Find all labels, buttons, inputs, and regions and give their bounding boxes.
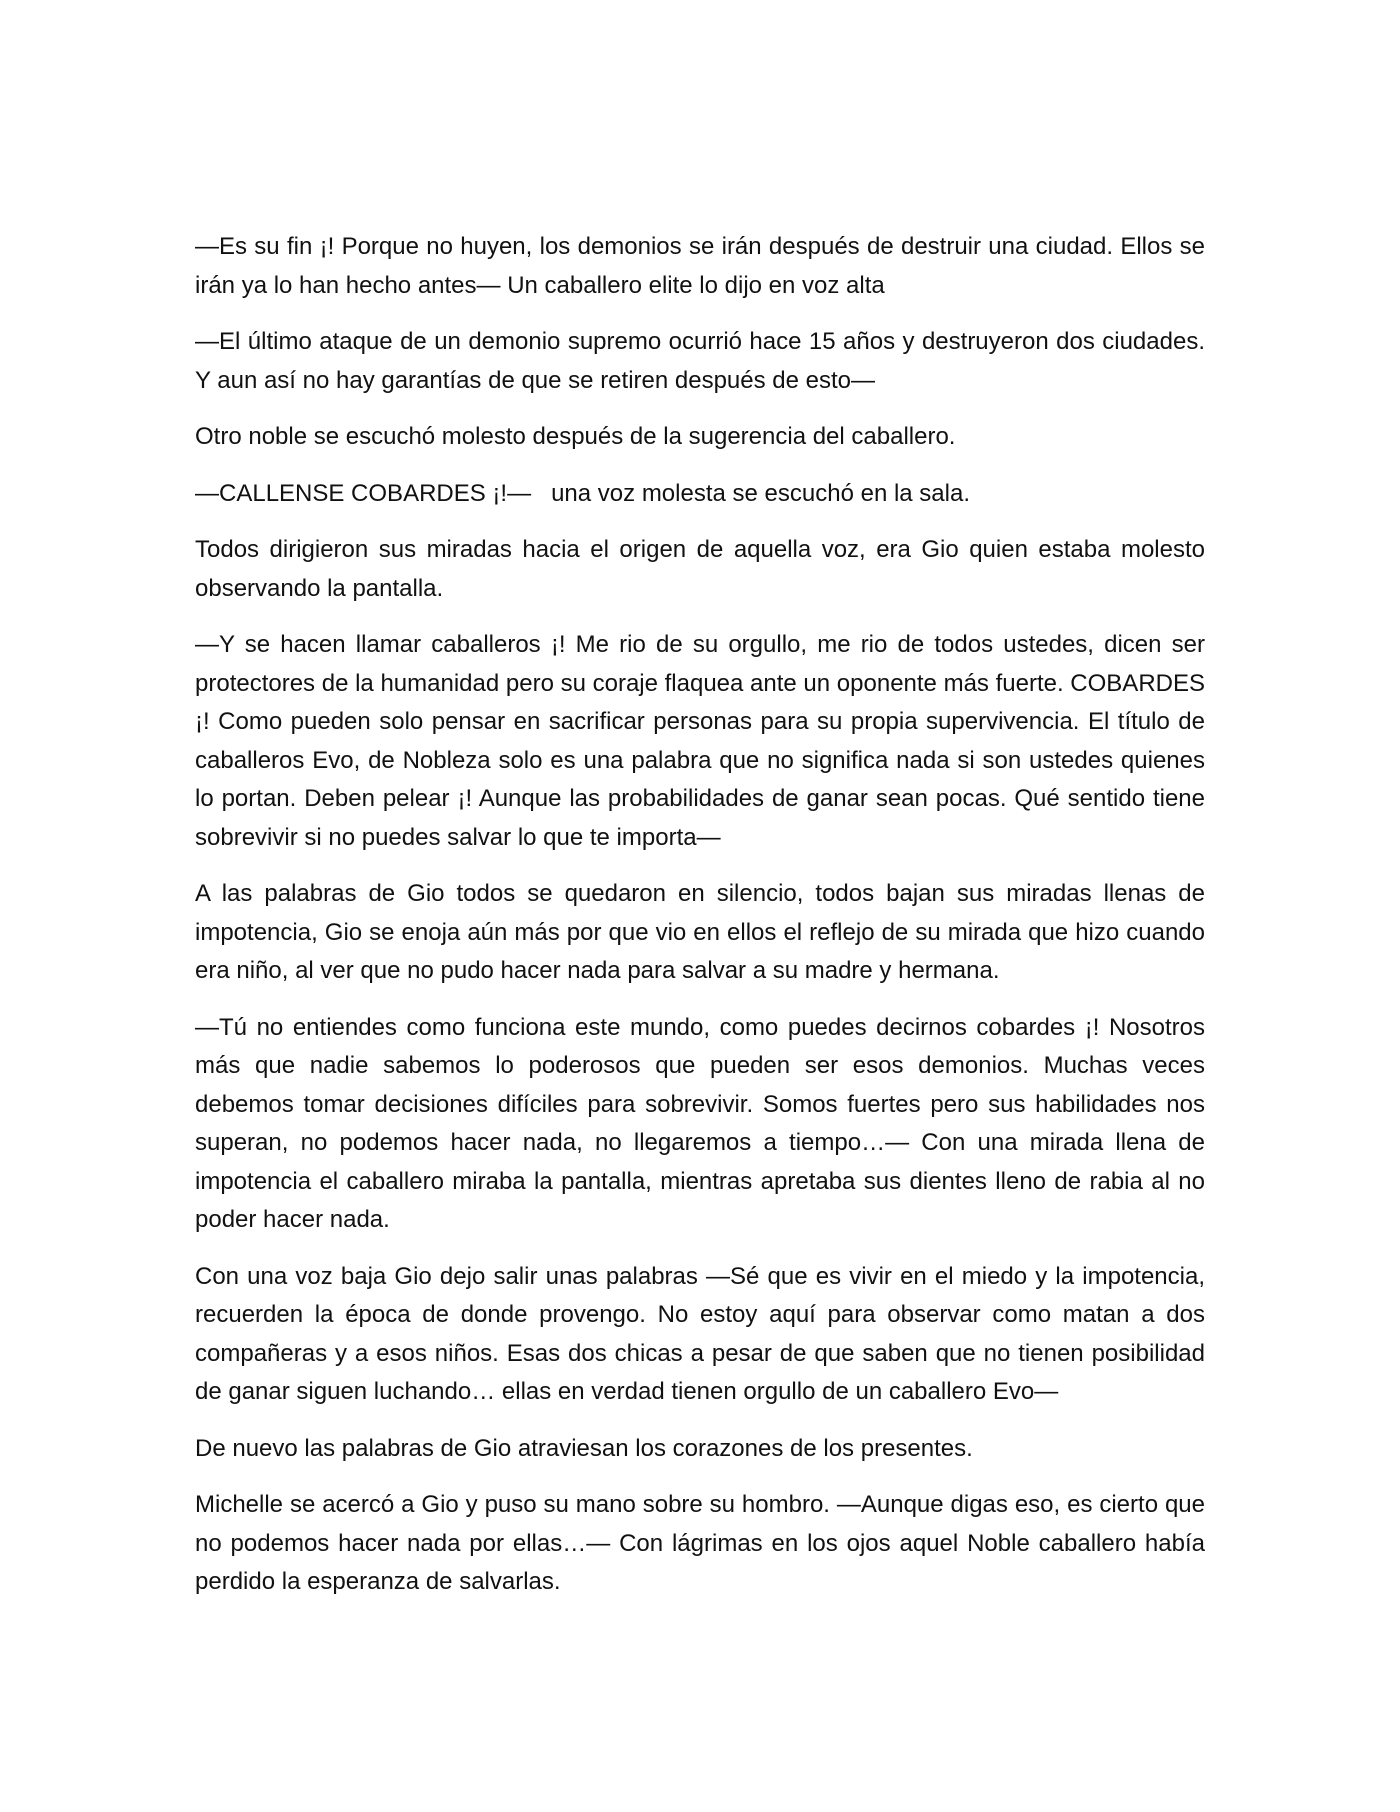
paragraph-8: —Tú no entiendes como funciona este mundo, como puedes decirnos cobardes ¡! Nosotros más que nadie sabemos lo poderosos que pueden ser esos demonios. Muchas veces debemos tomar decisiones difíciles para sobrevivir. Somos fuertes pero sus habilidades nos superan, no podemos hacer nada, no llegaremos a tiempo…— Con una mirada llena de impotencia el caballero miraba la pantalla, mientras apretaba sus dientes lleno de rabia al no poder hacer nada.: [195, 1013, 1205, 1233]
paragraph-4: —CALLENSE COBARDES ¡!— una voz molesta se escuchó en la sala.: [195, 479, 970, 507]
paragraph-11: Michelle se acercó a Gio y puso su mano sobre su hombro. —Aunque digas eso, es cierto que no podemos hacer nada por ellas…— Con lágrimas en los ojos aquel Noble caballero había perdido la esperanza de salvarlas.: [195, 1491, 1205, 1595]
paragraph-1: —Es su fin ¡! Porque no huyen, los demonios se irán después de destruir una ciudad. Ellos se irán ya lo han hecho antes— Un caballero elite lo dijo en voz alta: [195, 233, 1205, 299]
paragraph-3: Otro noble se escuchó molesto después de la sugerencia del caballero.: [195, 423, 956, 450]
paragraph-5: Todos dirigieron sus miradas hacia el origen de aquella voz, era Gio quien estaba molesto observando la pantalla.: [195, 536, 1205, 602]
paragraph-6: —Y se hacen llamar caballeros ¡! Me rio de su orgullo, me rio de todos ustedes, dicen ser protectores de la humanidad pero su coraje flaquea ante un oponente más fuerte. COBARDES ¡! Como pueden solo pensar en sacrificar personas para su propia supervivencia. El título de caballeros Evo, de Nobleza solo es una palabra que no significa nada si son ustedes quienes lo portan. Deben pelear ¡! Aunque las probabilidades de ganar sean pocas. Qué sentido tiene sobrevivir si no puedes salvar lo que te importa—: [195, 631, 1205, 851]
paragraph-10: De nuevo las palabras de Gio atraviesan los corazones de los presentes.: [195, 1434, 973, 1462]
paragraph-7: A las palabras de Gio todos se quedaron en silencio, todos bajan sus miradas llenas de impotencia, Gio se enoja aún más por que vio en ellos el reflejo de su mirada que hizo cuando era niño, al ver que no pudo hacer nada para salvar a su madre y hermana.: [195, 880, 1205, 984]
document-page: [195, 228, 1205, 1620]
paragraph-2: —El último ataque de un demonio supremo ocurrió hace 15 años y destruyeron dos ciudades. Y aun así no hay garantías de que se retiren después de esto—: [195, 328, 1205, 394]
paragraph-9: Con una voz baja Gio dejo salir unas palabras —Sé que es vivir en el miedo y la impotencia, recuerden la época de donde provengo. No estoy aquí para observar como matan a dos compañeras y a esos niños. Esas dos chicas a pesar de que saben que no tienen posibilidad de ganar siguen luchando… ellas en verdad tienen orgullo de un caballero Evo—: [195, 1262, 1205, 1405]
